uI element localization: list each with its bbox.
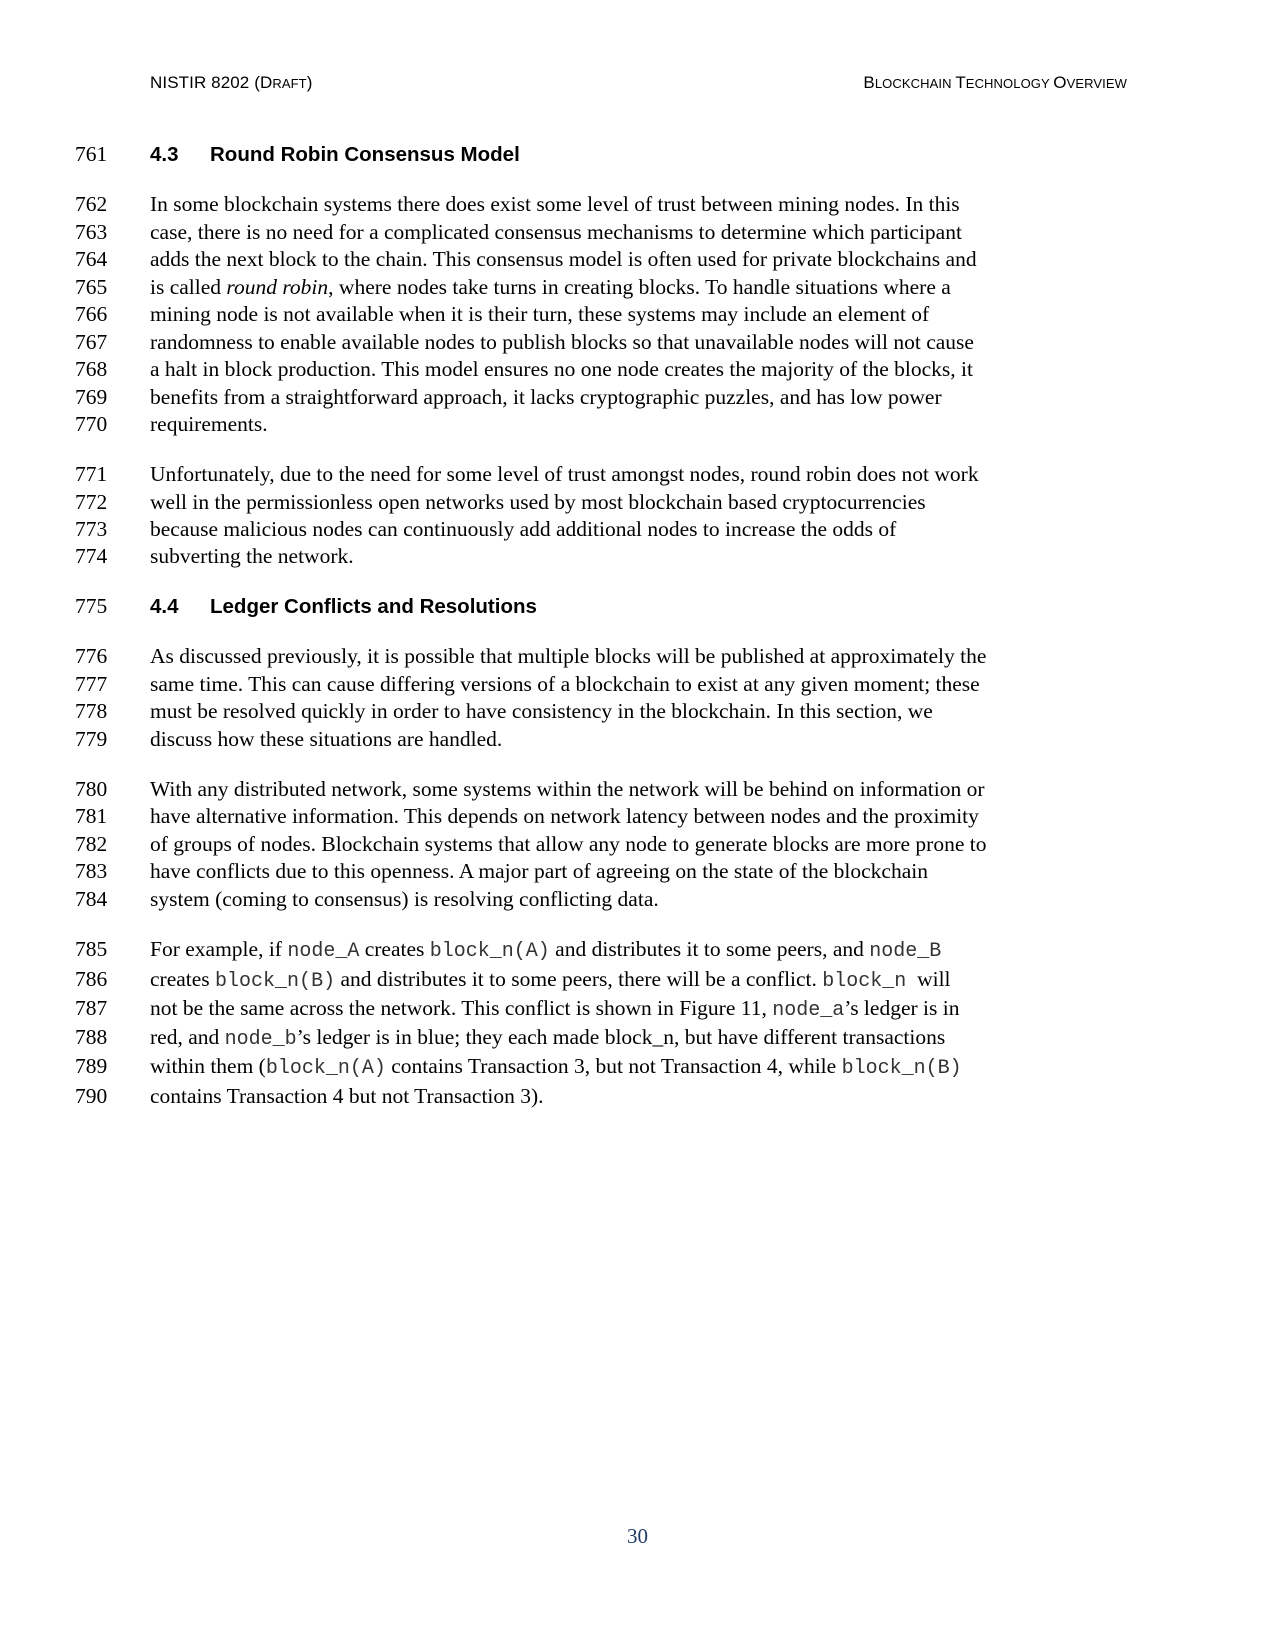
line-number: 767 xyxy=(75,330,108,354)
text-line: 789 within them (block_n(A) contains Transaction 3, but not Transaction 4, while block_n(B) xyxy=(75,1054,962,1080)
text-line: 790 contains Transaction 4 but not Transaction 3). xyxy=(0,1082,1275,1111)
line-number: 776 xyxy=(75,644,108,668)
text-line: 784 system (coming to consensus) is resolving conflicting data. xyxy=(0,885,1275,914)
line-number: 763 xyxy=(75,220,108,244)
line-number: 790 xyxy=(75,1084,108,1108)
text-line: 771 Unfortunately, due to the need for some level of trust amongst nodes, round robin does not work xyxy=(0,460,1275,489)
text-line: 777 same time. This can cause differing versions of a blockchain to exist at any given moment; these xyxy=(0,670,1275,699)
text-line: 767 randomness to enable available nodes to publish blocks so that unavailable nodes will not cause xyxy=(0,328,1275,357)
line-number: 770 xyxy=(75,412,108,436)
text-line: 779 discuss how these situations are handled. xyxy=(0,725,1275,754)
text-line: 763 case, there is no need for a complicated consensus mechanisms to determine which participant xyxy=(0,218,1275,247)
line-number: 789 xyxy=(75,1054,108,1078)
section-heading-4-3 xyxy=(0,140,1275,169)
section-number: 4.3 xyxy=(150,143,179,166)
text-line: 769 benefits from a straightforward approach, it lacks cryptographic puzzles, and has low power xyxy=(0,383,1275,412)
line-number: 773 xyxy=(75,517,108,541)
text-line: 766 mining node is not available when it is their turn, these systems may include an element of xyxy=(0,300,1275,329)
section-title: Ledger Conflicts and Resolutions xyxy=(210,595,537,618)
text-line: 786 creates block_n(B) and distributes it to some peers, there will be a conflict. block_n will xyxy=(75,967,951,993)
text-line: 783 have conflicts due to this openness. A major part of agreeing on the state of the blockchain xyxy=(0,857,1275,886)
line-number: 769 xyxy=(75,385,108,409)
line-number: 782 xyxy=(75,832,108,856)
line-number: 774 xyxy=(75,544,108,568)
section-heading-4-4 xyxy=(0,592,1275,621)
section-number: 4.4 xyxy=(150,595,179,618)
code-node-b: node_b xyxy=(224,1028,297,1051)
text-line: 762 In some blockchain systems there does exist some level of trust between mining nodes. In this xyxy=(0,190,1275,219)
code-block-n: block_n xyxy=(822,970,907,993)
code-node-a: node_a xyxy=(772,999,845,1022)
text-line: 778 must be resolved quickly in order to have consistency in the blockchain. In this section, we xyxy=(0,697,1275,726)
code-node-b: node_B xyxy=(869,940,942,963)
line-number: 772 xyxy=(75,490,108,514)
text-line: 765 is called round robin, where nodes take turns in creating blocks. To handle situations where a xyxy=(0,273,1275,302)
text-line: 780 With any distributed network, some systems within the network will be behind on information or xyxy=(0,775,1275,804)
page-number: 30 xyxy=(627,1524,648,1548)
text-line: 768 a halt in block production. This model ensures no one node creates the majority of the blocks, it xyxy=(0,355,1275,384)
line-number: 775 xyxy=(75,594,108,618)
line-number: 783 xyxy=(75,859,108,883)
code-block-n-b: block_n(B) xyxy=(215,970,336,993)
line-number: 771 xyxy=(75,462,108,486)
code-block-n-a: block_n(A) xyxy=(429,940,550,963)
line-number: 781 xyxy=(75,804,108,828)
text-line: 772 well in the permissionless open networks used by most blockchain based cryptocurrencies xyxy=(0,488,1275,517)
code-block-n-b: block_n(B) xyxy=(841,1057,962,1080)
text-line: 787 not be the same across the network. This conflict is shown in Figure 11, node_a’s ledger is in xyxy=(75,996,960,1022)
code-node-a: node_A xyxy=(287,940,360,963)
line-number: 785 xyxy=(75,937,108,961)
line-number: 777 xyxy=(75,672,108,696)
line-number: 784 xyxy=(75,887,108,911)
line-number: 764 xyxy=(75,247,108,271)
text-line: 773 because malicious nodes can continuously add additional nodes to increase the odds of xyxy=(0,515,1275,544)
line-number: 766 xyxy=(75,302,108,326)
line-number: 787 xyxy=(75,996,108,1020)
italic-term: round robin xyxy=(226,275,329,299)
text-line: 774 subverting the network. xyxy=(0,542,1275,571)
line-number: 779 xyxy=(75,727,108,751)
text-line: 788 red, and node_b’s ledger is in blue; they each made block_n, but have different transactions xyxy=(75,1025,946,1051)
code-block-n-a: block_n(A) xyxy=(265,1057,386,1080)
line-number: 762 xyxy=(75,192,108,216)
line-number: 788 xyxy=(75,1025,108,1049)
line-number: 761 xyxy=(75,142,108,166)
line-number: 786 xyxy=(75,967,108,991)
line-number: 778 xyxy=(75,699,108,723)
text-line: 764 adds the next block to the chain. This consensus model is often used for private blockchains and xyxy=(0,245,1275,274)
header-right: BLOCKCHAIN TECHNOLOGY OVERVIEW xyxy=(863,73,1127,92)
line-number: 765 xyxy=(75,275,108,299)
text-line: 781 have alternative information. This depends on network latency between nodes and the proximity xyxy=(0,802,1275,831)
text-line: 776 As discussed previously, it is possible that multiple blocks will be published at approximately the xyxy=(0,642,1275,671)
text-line: 785 For example, if node_A creates block_n(A) and distributes it to some peers, and node_B xyxy=(75,937,942,963)
section-title: Round Robin Consensus Model xyxy=(210,143,520,166)
text-line: 782 of groups of nodes. Blockchain systems that allow any node to generate blocks are more prone to xyxy=(0,830,1275,859)
line-number: 780 xyxy=(75,777,108,801)
line-number: 768 xyxy=(75,357,108,381)
header-left: NISTIR 8202 (DRAFT) xyxy=(150,73,313,92)
text-line: 770 requirements. xyxy=(0,410,1275,439)
